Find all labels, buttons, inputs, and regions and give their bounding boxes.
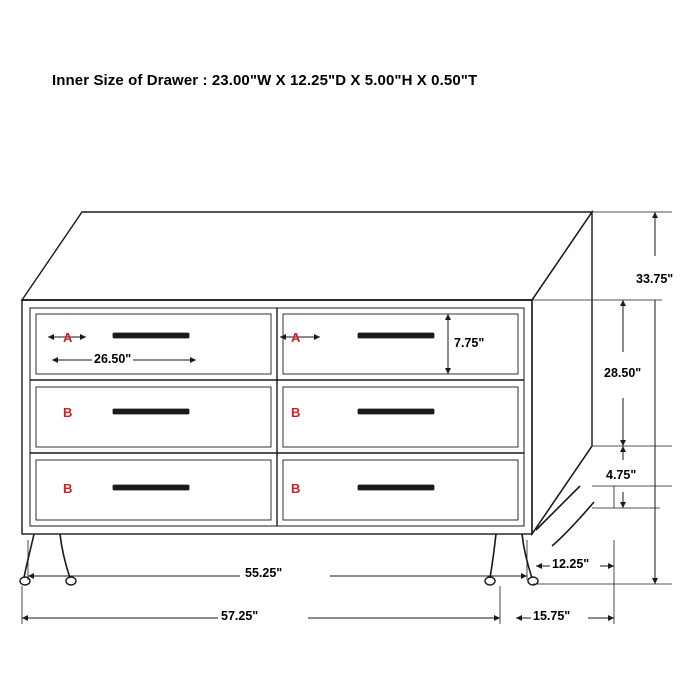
leg-front-left (24, 534, 34, 578)
drawer-label-b-bot-left: B (63, 481, 73, 496)
dim-front-width: 55.25" (245, 566, 283, 580)
dim-depth-lower: 12.25" (552, 557, 590, 571)
handle-b-bot-left (113, 485, 189, 490)
handle-b-mid-right (358, 409, 434, 414)
dim-drawer-front-height: 7.75" (454, 336, 485, 350)
cabinet-top-surface (22, 212, 592, 300)
handle-b-bot-right (358, 485, 434, 490)
dim-cabinet-height: 28.50" (604, 366, 642, 380)
drawer-label-a-left: A (63, 330, 73, 345)
dim-overall-width: 57.25" (221, 609, 259, 623)
drawer-b-mid-right (283, 387, 518, 447)
page-title: Inner Size of Drawer : 23.00"W X 12.25"D X 5.00"H X 0.50"T (52, 72, 478, 89)
handle-a-right (358, 333, 434, 338)
dim-overall-height: 33.75" (636, 272, 674, 286)
handle-a-left (113, 333, 189, 338)
handle-b-mid-left (113, 409, 189, 414)
cabinet-right-side (532, 212, 592, 534)
drawer-label-a-right: A (291, 330, 301, 345)
drawer-label-b-mid-right: B (291, 405, 301, 420)
dim-drawer-width: 26.50" (94, 352, 132, 366)
dim-depth-overall: 15.75" (533, 609, 571, 623)
drawer-label-b-mid-left: B (63, 405, 73, 420)
leg-rear-right (536, 486, 580, 530)
dim-leg-height: 4.75" (606, 468, 637, 482)
leg-foot-right (485, 577, 495, 585)
leg-foot-left (20, 577, 30, 585)
drawer-label-b-bot-right: B (291, 481, 301, 496)
leg-front-right (490, 534, 496, 578)
